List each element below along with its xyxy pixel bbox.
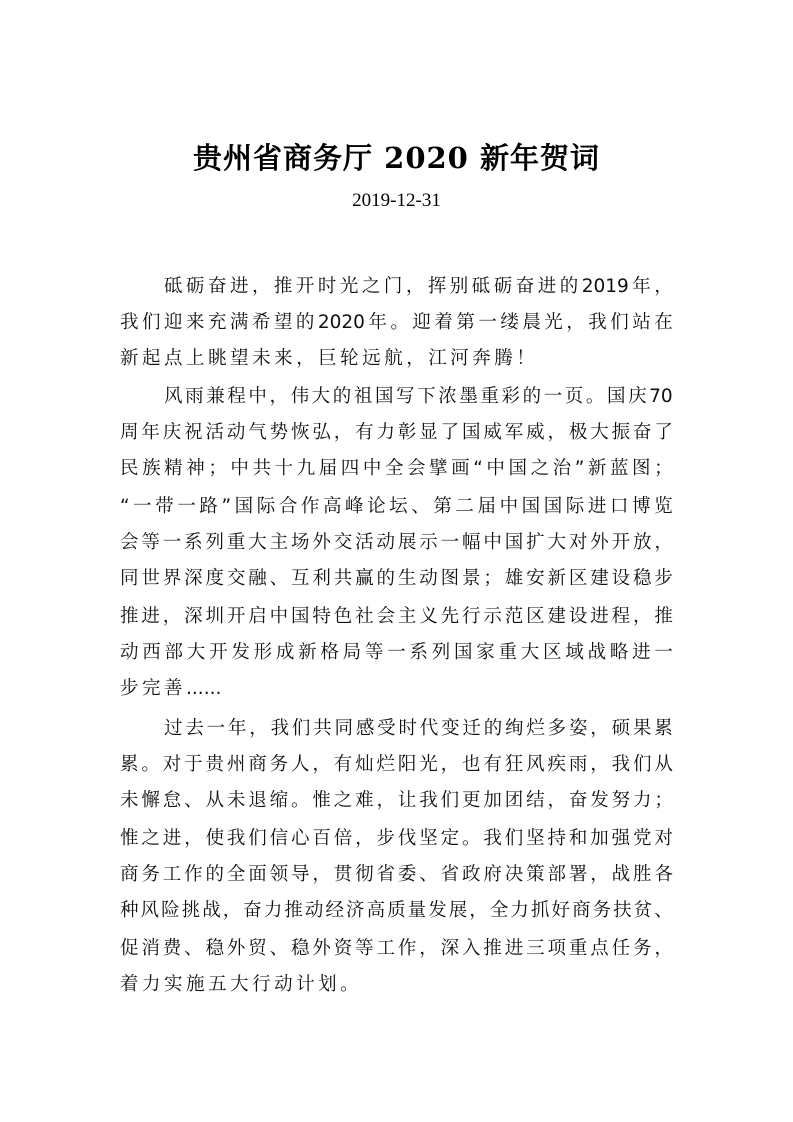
paragraph-1-line-1: 砥 砺 奋 进 ， 推 开 时 光 之 门 ， 挥 别 砥 砺 奋 进 的 2019 年 ， xyxy=(164,276,673,297)
paragraph-2-line-5: 会 等 一 系 列 重 大 主 场 外 交 活 动 展 示 一 幅 中 国 扩 大 对 外 开 放 ， xyxy=(120,532,673,553)
paragraph-3-line-1: 过 去 一 年 ， 我 们 共 同 感 受 时 代 变 迁 的 绚 烂 多 姿 ， 硕 果 累 xyxy=(164,718,673,739)
paragraph-2-line-6: 同 世 界 深 度 交 融 、 互 利 共 赢 的 生 动 图 景 ； 雄 安 新 区 建 设 稳 步 xyxy=(120,568,673,589)
paragraph-3-line-8: 着 力 实 施 五 大 行 动 计 划 。 xyxy=(120,974,359,995)
paragraph-2-line-8: 动 西 部 大 开 发 形 成 新 格 局 等 一 系 列 国 家 重 大 区 域 战 略 进 一 xyxy=(120,642,673,663)
paragraph-1-line-3: 新 起 点 上 眺 望 未 来 ， 巨 轮 远 航 ， 江 河 奔 腾 ！ xyxy=(120,348,535,369)
paragraph-3-line-4: 惟 之 进 ， 使 我 们 信 心 百 倍 ， 步 伐 坚 定 。 我 们 坚 持 和 加 强 党 对 xyxy=(120,828,673,849)
paragraph-2-line-4: “ 一 带 一 路 ” 国 际 合 作 高 峰 论 坛 、 第 二 届 中 国 国 际 进 口 博 览 xyxy=(120,496,673,517)
paragraph-3-line-6: 种 风 险 挑 战 ， 奋 力 推 动 经 济 高 质 量 发 展 ， 全 力 抓 好 商 务 扶 贫 、 xyxy=(120,900,673,921)
paragraph-2-line-9: 步 完 善 ...... xyxy=(120,678,222,699)
document-title: 贵州省商务厅 2020 新年贺词 xyxy=(193,141,600,175)
paragraph-3-line-2: 累 。 对 于 贵 州 商 务 人 ， 有 灿 烂 阳 光 ， 也 有 狂 风 疾 雨 ， 我 们 从 xyxy=(120,754,673,775)
paragraph-2-line-7: 推 进 ， 深 圳 开 启 中 国 特 色 社 会 主 义 先 行 示 范 区 建 设 进 程 ， 推 xyxy=(120,606,673,627)
document-date: 2019-12-31 xyxy=(352,190,441,211)
paragraph-3-line-3: 未 懈 怠 、 从 未 退 缩 。 惟 之 难 ， 让 我 们 更 加 团 结 ， 奋 发 努 力 ； xyxy=(120,790,673,811)
paragraph-3-line-7: 促 消 费 、 稳 外 贸 、 稳 外 资 等 工 作 ， 深 入 推 进 三 项 重 点 任 务 ， xyxy=(120,938,673,959)
paragraph-3-line-5: 商 务 工 作 的 全 面 领 导 ， 贯 彻 省 委 、 省 政 府 决 策 部 署 ， 战 胜 各 xyxy=(120,864,673,885)
paragraph-2-line-2: 周 年 庆 祝 活 动 气 势 恢 弘 ， 有 力 彰 显 了 国 威 军 威 ， 极 大 振 奋 了 xyxy=(120,422,673,443)
paragraph-2-line-1: 风 雨 兼 程 中 ， 伟 大 的 祖 国 写 下 浓 墨 重 彩 的 一 页 。 国 庆 70 xyxy=(164,386,673,407)
paragraph-1-line-2: 我 们 迎 来 充 满 希 望 的 2020 年 。 迎 着 第 一 缕 晨 光 ， 我 们 站 在 xyxy=(120,312,673,333)
paragraph-2-line-3: 民 族 精 神 ； 中 共 十 九 届 四 中 全 会 擘 画 “ 中 国 之 治 ” 新 蓝 图 ； xyxy=(120,458,673,479)
